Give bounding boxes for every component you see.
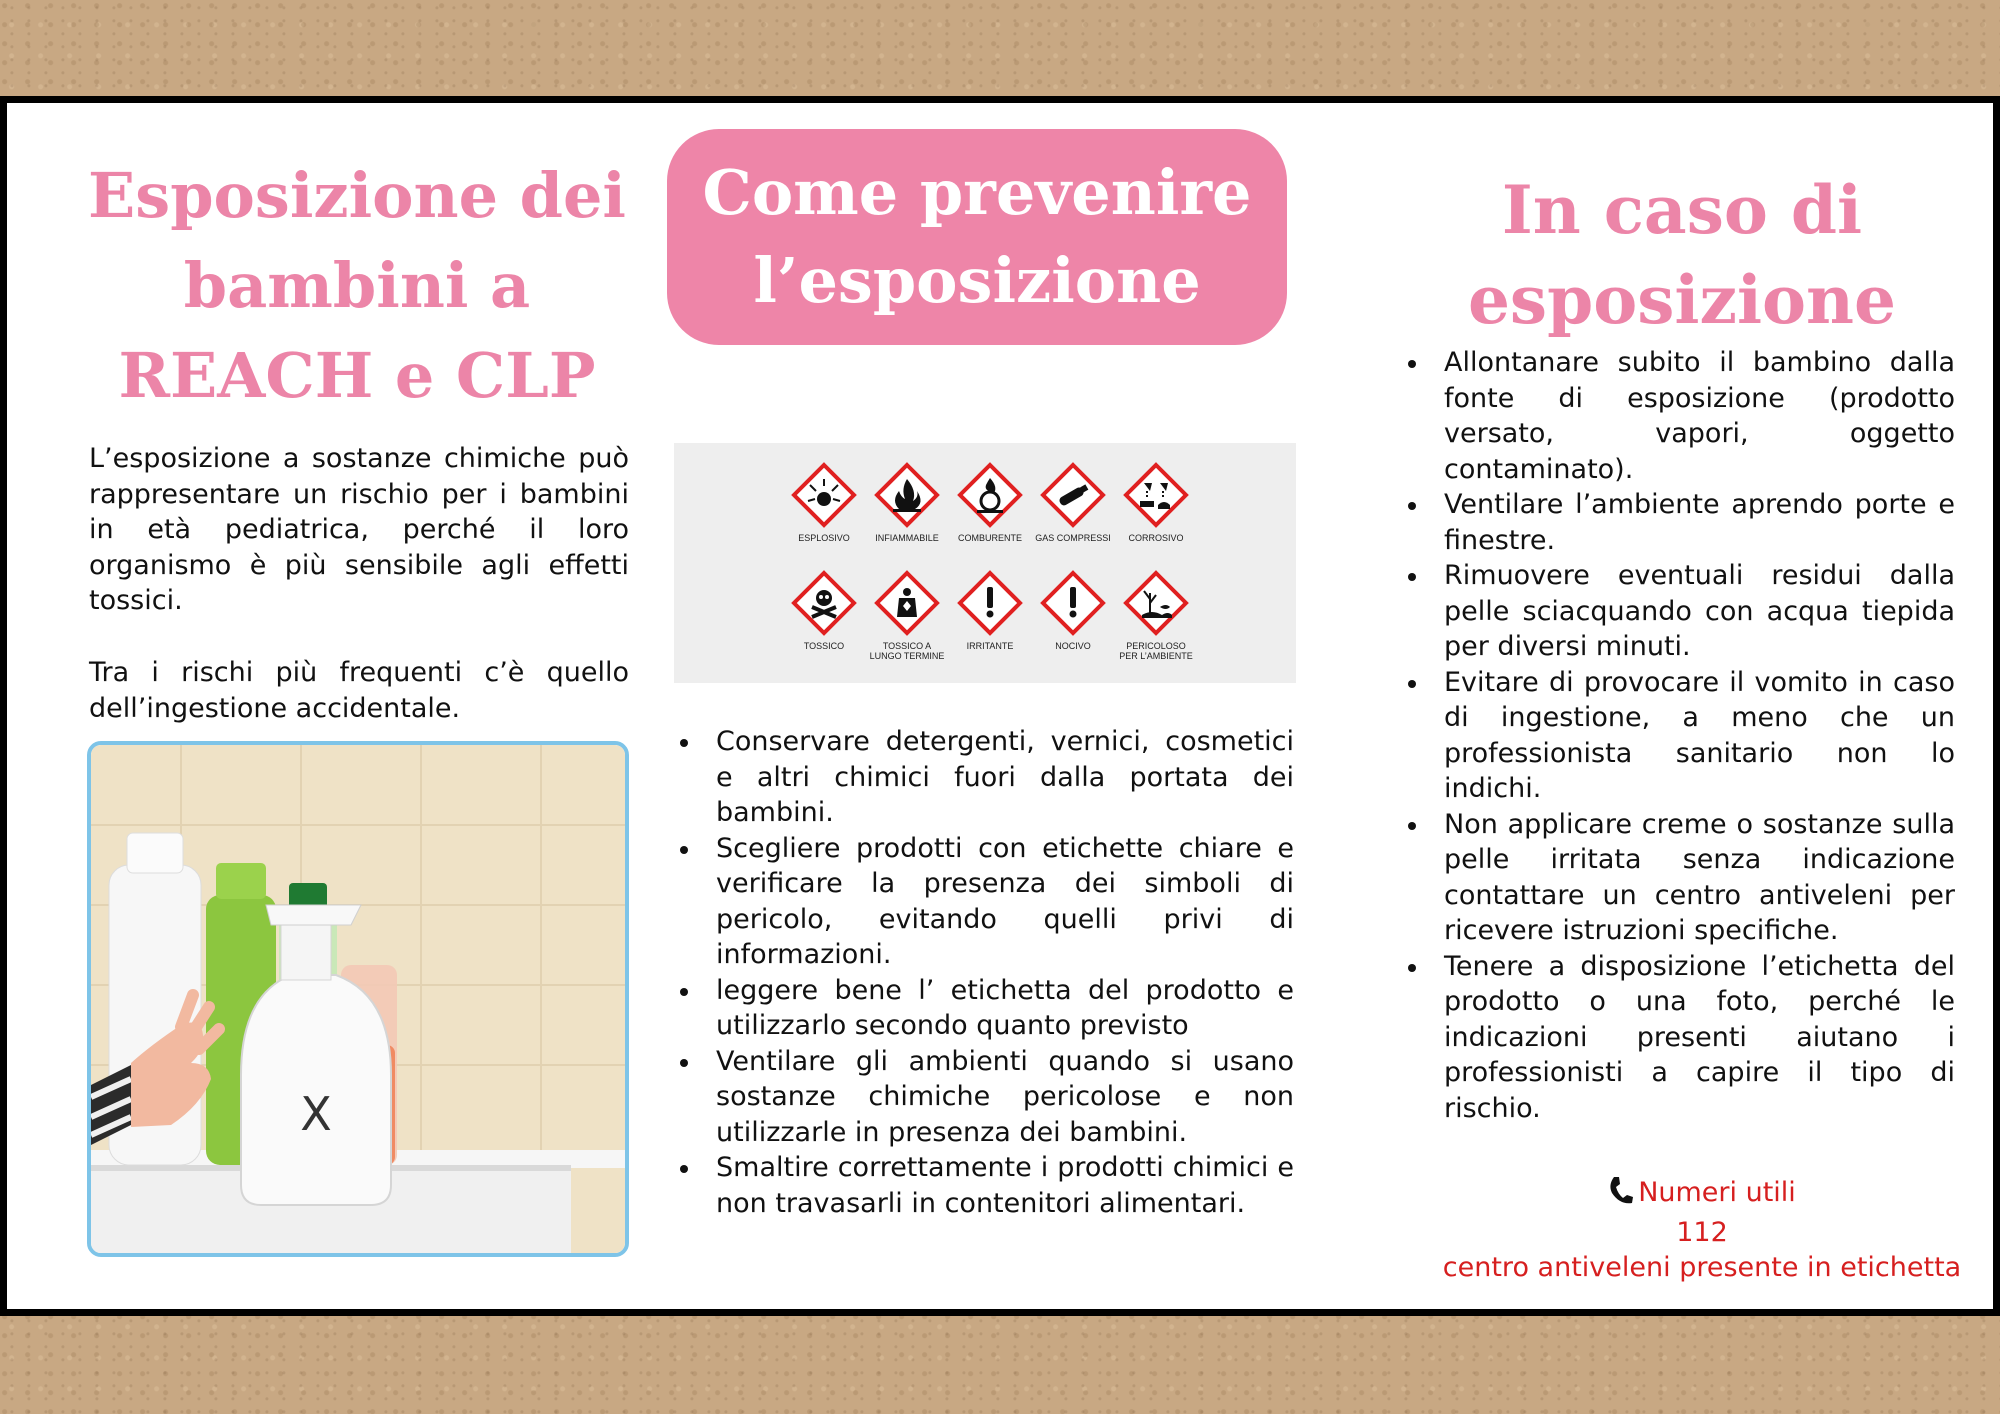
list-item: Tenere a disposizione l’etichetta del prodotto o una foto, perché le indicazioni presenti aiutano i professionisti a capire il tipo di rischio.: [1402, 949, 1955, 1127]
hazard-label: LUNGO TERMINE: [869, 651, 945, 661]
hazard-label: COMBURENTE: [957, 533, 1023, 543]
environment-icon: [1126, 573, 1186, 633]
useful-numbers-title: Numeri utili: [1638, 1177, 1796, 1208]
hazard-label: NOCIVO: [1055, 641, 1091, 651]
center-title-line: l’esposizione: [753, 244, 1201, 317]
left-title-line: REACH e CLP: [118, 339, 596, 412]
flame-icon: [877, 465, 937, 525]
left-title-line: Esposizione dei: [88, 159, 626, 232]
hazard-label: PERICOLOSO: [1126, 641, 1186, 651]
exclamation-mark-icon: [960, 573, 1020, 633]
list-item: Evitare di provocare il vomito in caso di ingestione, a meno che un professionista sanitario non lo indichi.: [1402, 665, 1955, 807]
health-hazard-icon: [877, 573, 937, 633]
left-title: [77, 151, 637, 421]
list-item: Conservare detergenti, vernici, cosmetici e altri chimici fuori dalla portata dei bambini.: [674, 724, 1294, 831]
emergency-number: 112: [1676, 1216, 1728, 1248]
hazard-symbols-panel: [674, 443, 1296, 683]
phone-icon: [1608, 1175, 1634, 1215]
list-item: Allontanare subito il bambino dalla fonte di esposizione (prodotto versato, vapori, oggetto contaminato).: [1402, 345, 1955, 487]
photo-mark-text: X: [300, 1087, 332, 1141]
corrosion-icon: [1126, 465, 1186, 525]
list-item: leggere bene l’ etichetta del prodotto e utilizzarlo secondo quanto previsto: [674, 973, 1294, 1044]
list-item: Ventilare l’ambiente aprendo porte e finestre.: [1402, 487, 1955, 558]
intro-paragraph: L’esposizione a sostanze chimiche può rappresentare un rischio per i bambini in età pediatrica, perché il loro organismo è più sensibile agli effetti tossici.: [89, 443, 629, 616]
hazard-label: IRRITANTE: [966, 641, 1014, 651]
right-title: [1397, 165, 1967, 345]
brochure-sheet: [0, 96, 2000, 1316]
list-item: Ventilare gli ambienti quando si usano sostanze chimiche pericolose e non utilizzarle in presenza dei bambini.: [674, 1044, 1294, 1151]
useful-numbers: [1402, 1175, 2000, 1286]
hazard-label: TOSSICO A: [882, 641, 932, 651]
right-title-line: In caso di: [1501, 171, 1863, 249]
photo-illustration: [91, 745, 625, 1253]
children-chemicals-photo: [87, 741, 629, 1257]
hazard-label: ESPLOSIVO: [798, 533, 850, 543]
prevention-list: [674, 724, 1294, 1221]
hazard-label: TOSSICO: [803, 641, 845, 651]
list-item: Scegliere prodotti con etichette chiare e verificare la presenza dei simboli di pericolo, evitando quelli privi di informazioni.: [674, 831, 1294, 973]
exclamation-mark-icon: [1043, 573, 1103, 633]
poison-center-note: centro antiveleni presente in etichetta: [1442, 1252, 1962, 1283]
useful-numbers-title-row: [1402, 1175, 2000, 1215]
hazard-label: GAS COMPRESSI: [1035, 533, 1111, 543]
center-title-banner: [667, 129, 1287, 345]
flame-over-circle-icon: [960, 465, 1020, 525]
skull-crossbones-icon: [794, 573, 854, 633]
left-title-line: bambini a: [183, 249, 531, 322]
center-title-line: Come prevenire: [702, 156, 1252, 229]
exploding-bomb-icon: [794, 465, 854, 525]
list-item: Non applicare creme o sostanze sulla pelle irritata senza indicazione contattare un centro antiveleni per ricevere istruzioni specifiche.: [1402, 807, 1955, 949]
hazard-label: INFIAMMABILE: [875, 533, 939, 543]
risk-paragraph: Tra i rischi più frequenti c’è quello dell’ingestione accidentale.: [89, 657, 629, 724]
exposure-actions-list: [1402, 345, 1955, 1126]
hazard-symbols-grid: [674, 443, 1296, 683]
hazard-label: PER L’AMBIENTE: [1119, 651, 1193, 661]
right-title-line: esposizione: [1467, 261, 1897, 339]
gas-cylinder-icon: [1043, 465, 1103, 525]
hazard-label: CORROSIVO: [1128, 533, 1184, 543]
list-item: Smaltire correttamente i prodotti chimici e non travasarli in contenitori alimentari.: [674, 1150, 1294, 1221]
list-item: Rimuovere eventuali residui dalla pelle sciacquando con acqua tiepida per diversi minuti.: [1402, 558, 1955, 665]
